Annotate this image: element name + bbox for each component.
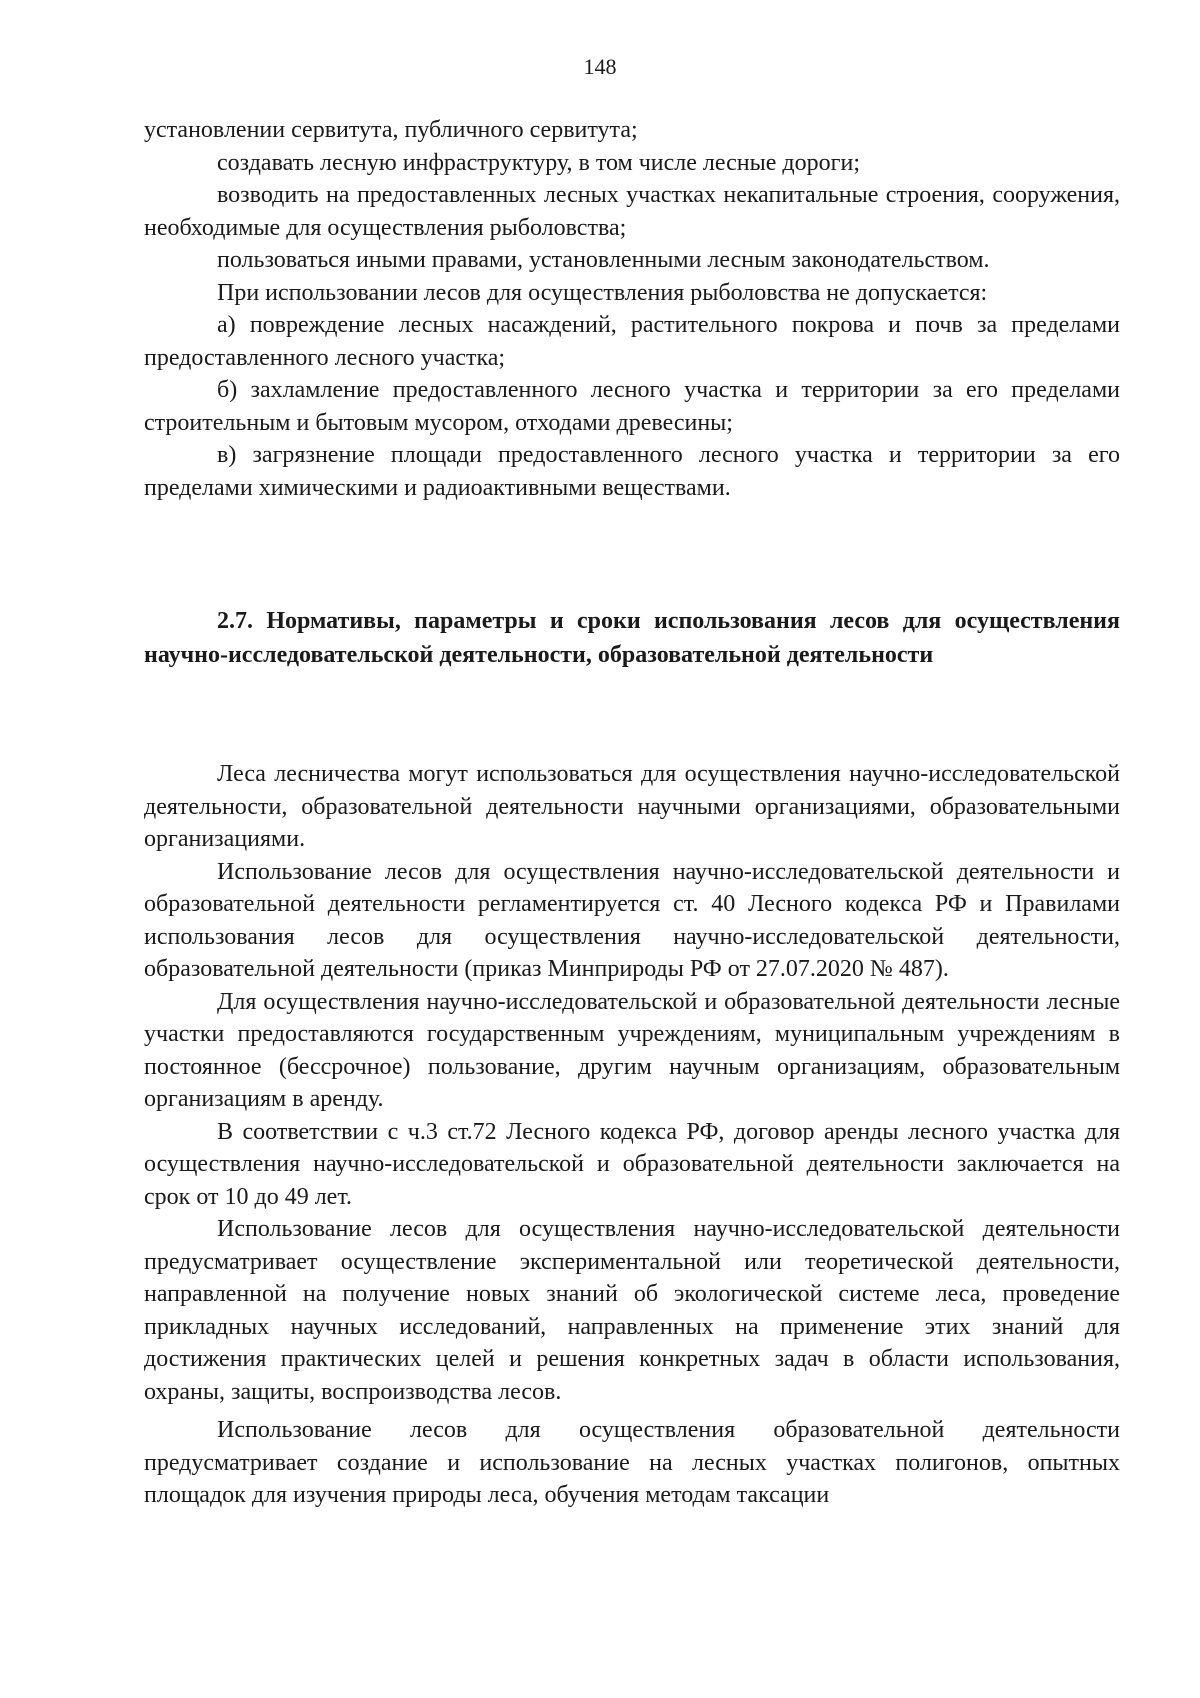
- list-item-a: а) повреждение лесных насаждений, растительного покрова и почв за пределами предоставленного лесного участка;: [144, 312, 1120, 371]
- section-text-block: [144, 758, 1120, 1512]
- paragraph-forest-usage: Леса лесничества могут использоваться для осуществления научно-исследовательской деятельности, образовательной деятельности научными организациями, образовательными организациями.: [144, 761, 1120, 852]
- paragraph-lease-term: В соответствии с ч.3 ст.72 Лесного кодекса РФ, договор аренды лесного участка для осуществления научно-исследовательской и образовательной деятельности заключается на срок от 10 до 49 лет.: [144, 1118, 1120, 1210]
- top-text-block: [144, 114, 1120, 504]
- paragraph-not-allowed: При использовании лесов для осуществления рыболовства не допускается:: [217, 279, 988, 306]
- page-number: 148: [583, 54, 617, 79]
- paragraph-continuation: установлении сервитута, публичного сервитута;: [144, 117, 638, 143]
- paragraph-infrastructure: создавать лесную инфраструктуру, в том числе лесные дороги;: [217, 149, 860, 176]
- paragraph-education: Использование лесов для осуществления образовательной деятельности предусматривает создание и использование на лесных участках полигонов, опытных площадок для изучения природы леса, обучения методам таксации: [144, 1417, 1120, 1508]
- list-item-v: в) загрязнение площади предоставленного лесного участка и территории за его пределами химическими и радиоактивными веществами.: [144, 442, 1120, 501]
- paragraph-regulation: Использование лесов для осуществления научно-исследовательской деятельности и образовательной деятельности регламентируется ст. 40 Лесного кодекса РФ и Правилами использования лесов для осуществления научно-исследовательской деятельности, образовательной деятельности (приказ Минприроды РФ от 27.07.2020 № 487).: [144, 858, 1120, 982]
- paragraph-other-rights: пользоваться иными правами, установленными лесным законодательством.: [217, 247, 990, 273]
- list-item-b: б) захламление предоставленного лесного участка и территории за его пределами строительным и бытовым мусором, отходами древесины;: [144, 377, 1120, 436]
- paragraph-provision: Для осуществления научно-исследовательской и образовательной деятельности лесные участки предоставляются государственным учреждениям, муниципальным учреждениям в постоянное (бессрочное) пользование, другим научным организациям, образовательным организациям в аренду.: [144, 988, 1120, 1112]
- paragraph-structures: возводить на предоставленных лесных участках некапитальные строения, сооружения, необходимые для осуществления рыболовства;: [144, 182, 1120, 241]
- paragraph-research: Использование лесов для осуществления научно-исследовательской деятельности предусматривает осуществление экспериментальной или теоретической деятельности, направленной на получение новых знаний об экологической системе леса, проведение прикладных научных исследований, направленных на применение этих знаний для достижения практических целей и решения конкретных задач в области использования, охраны, защиты, воспроизводства лесов.: [144, 1216, 1120, 1405]
- section-heading: 2.7. Нормативы, параметры и сроки использования лесов для осуществления научно-исследовательской деятельности, образовательной деятельности: [144, 608, 1120, 668]
